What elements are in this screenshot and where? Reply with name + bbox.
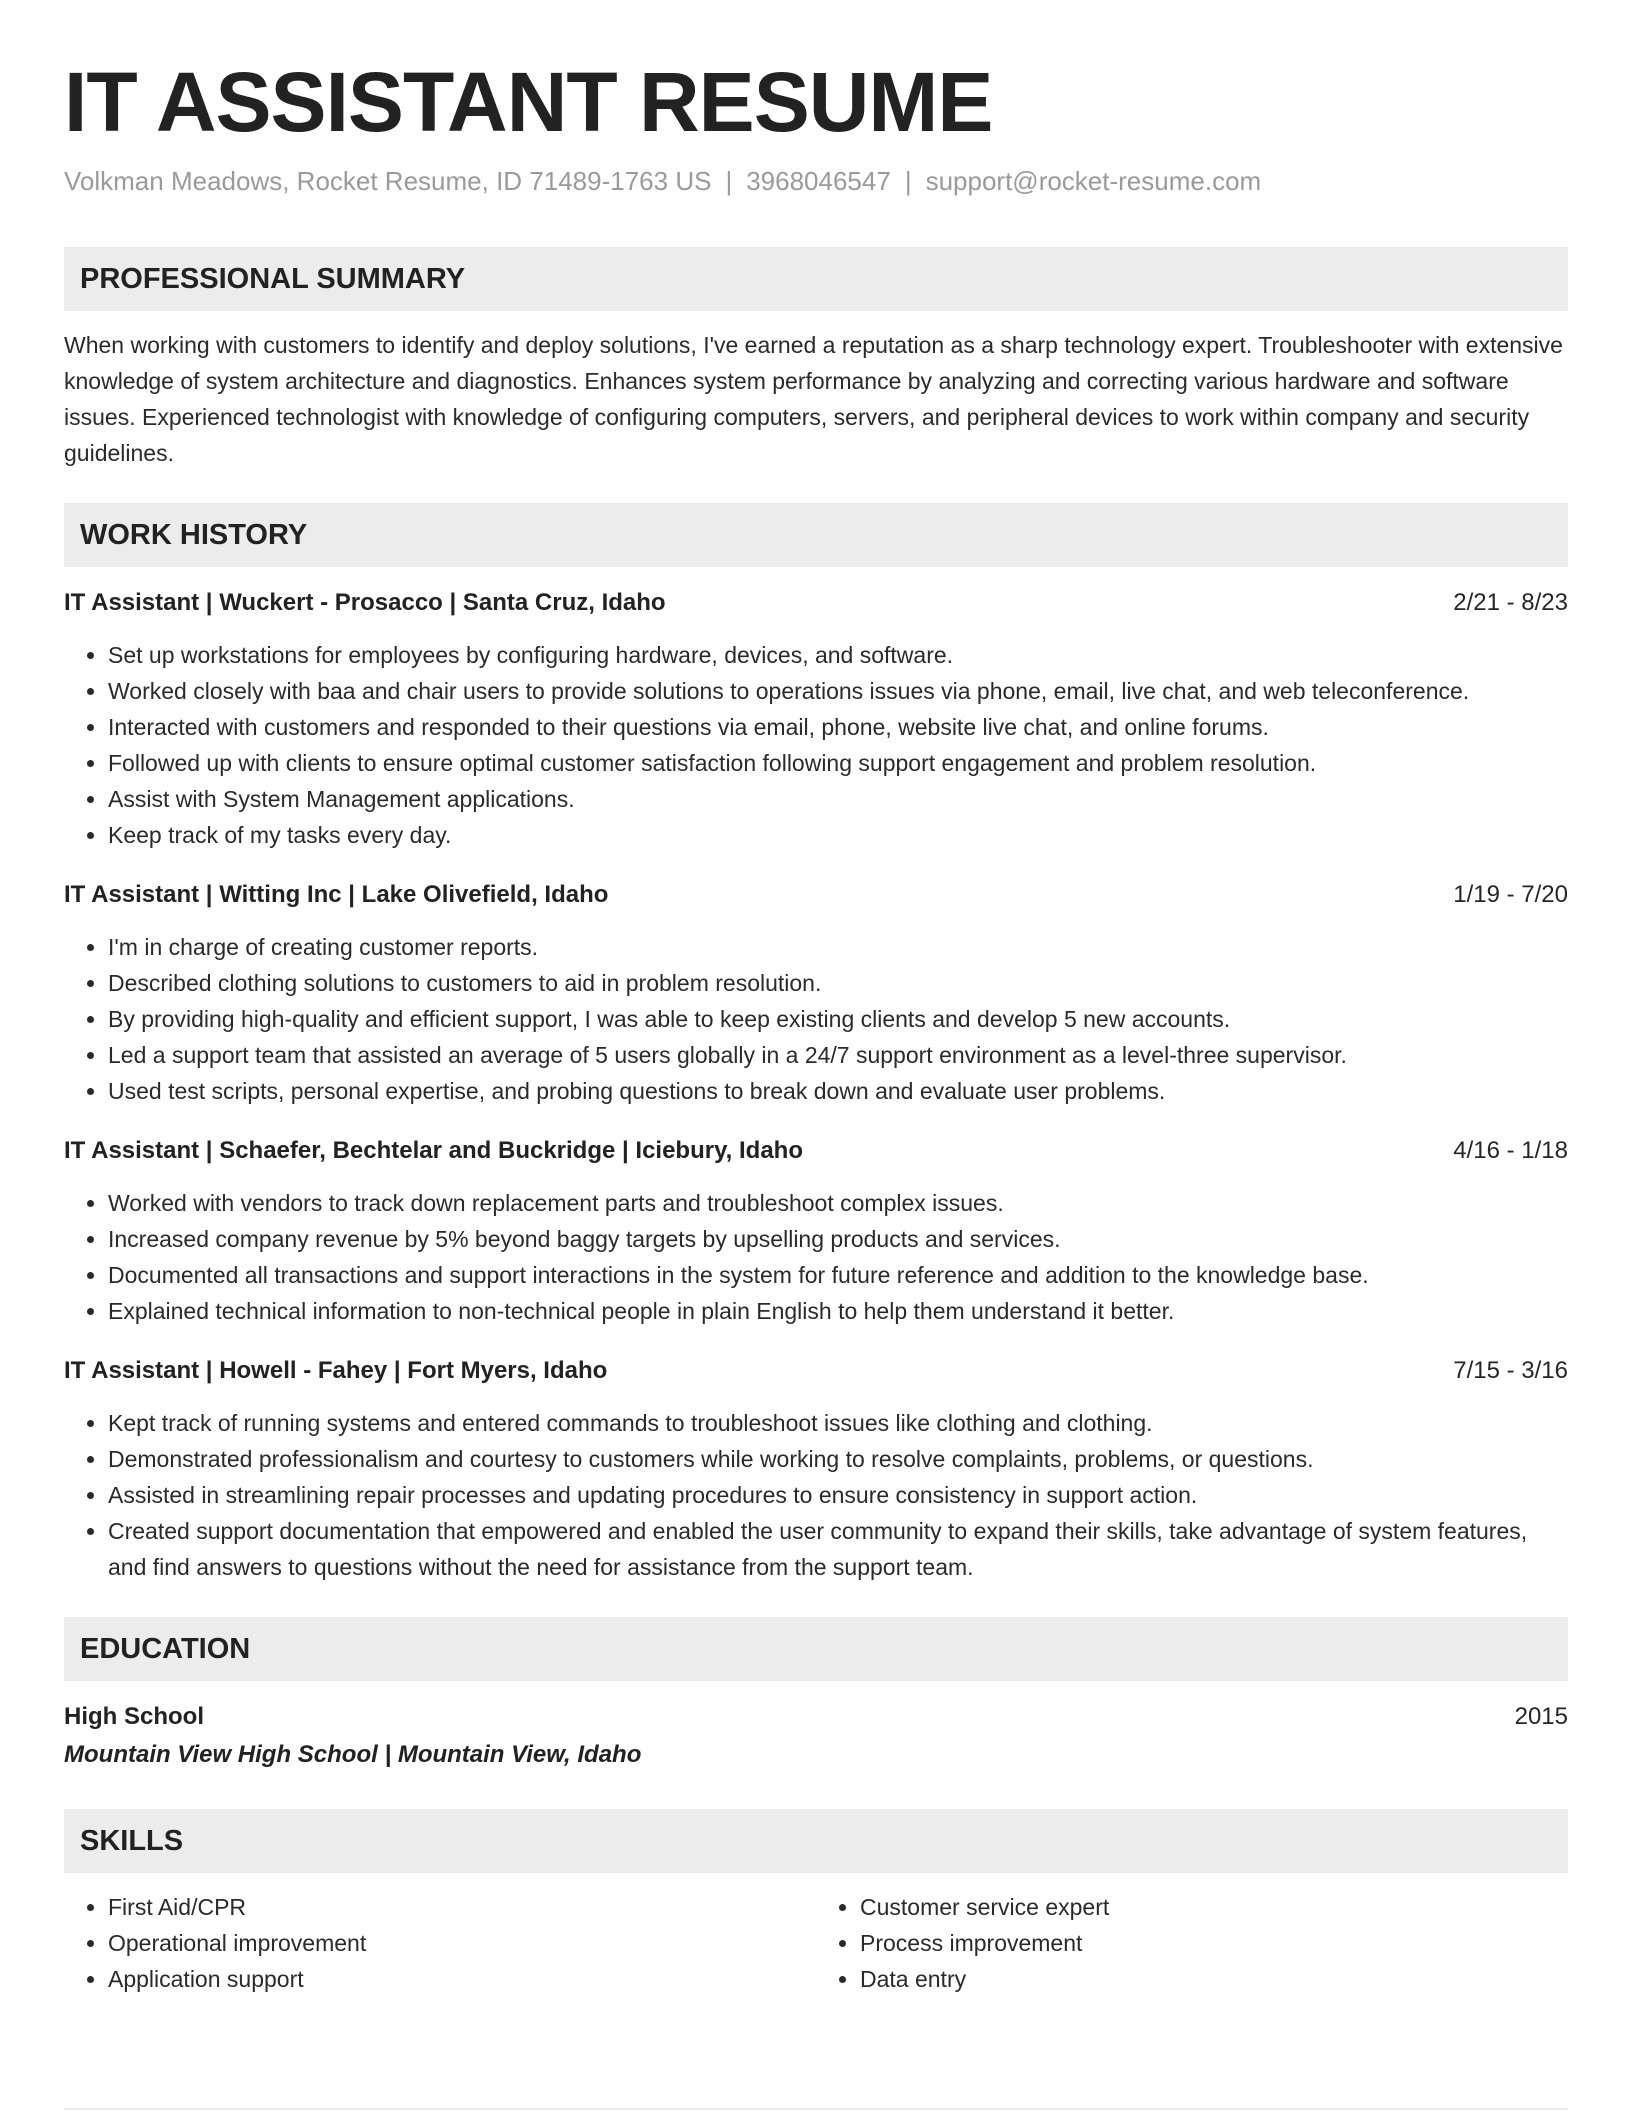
education-year: 2015 [1514, 1703, 1568, 1730]
bottom-divider [64, 2108, 1568, 2110]
section-header-work-history: WORK HISTORY [64, 503, 1568, 567]
skill-item: • First Aid/CPR [108, 1889, 816, 1925]
job-bullet: • Worked closely with baa and chair users to provide solutions to operations issues via phone, email, live chat, and web teleconference. [108, 673, 1568, 709]
job-bullets [64, 1405, 1568, 1585]
job-entry [64, 877, 1568, 1109]
job-dates: 4/16 - 1/18 [1453, 1137, 1568, 1164]
job-bullet: • Described clothing solutions to customers to aid in problem resolution. [108, 965, 1568, 1001]
job-bullet: • Assist with System Management applications. [108, 781, 1568, 817]
skill-item: • Application support [108, 1961, 816, 1997]
skill-item: • Operational improvement [108, 1925, 816, 1961]
contact-phone: 3968046547 [746, 166, 891, 196]
contact-separator: | [904, 166, 912, 196]
job-title: IT Assistant | Witting Inc | Lake Olivefield, Idaho [64, 881, 609, 908]
section-header-education: EDUCATION [64, 1617, 1568, 1681]
job-bullet: • Explained technical information to non-technical people in plain English to help them understand it better. [108, 1293, 1568, 1329]
job-title: IT Assistant | Schaefer, Bechtelar and Buckridge | Iciebury, Idaho [64, 1137, 803, 1164]
skill-item: • Process improvement [860, 1925, 1568, 1961]
job-bullet: • Interacted with customers and responded to their questions via email, phone, website live chat, and online forums. [108, 709, 1568, 745]
skills-grid [64, 1889, 1568, 1997]
job-bullet: • Assisted in streamlining repair processes and updating procedures to ensure consistency in support action. [108, 1477, 1568, 1513]
job-bullet: • I'm in charge of creating customer reports. [108, 929, 1568, 965]
job-title: IT Assistant | Wuckert - Prosacco | Santa Cruz, Idaho [64, 589, 666, 616]
job-bullets [64, 637, 1568, 853]
skills-list [816, 1889, 1568, 1997]
job-bullet: • Increased company revenue by 5% beyond baggy targets by upselling products and services. [108, 1221, 1568, 1257]
job-dates: 7/15 - 3/16 [1453, 1357, 1568, 1384]
job-bullet: • Created support documentation that empowered and enabled the user community to expand their skills, take advantage of system features, and find answers to questions without the need for assistance from the support team. [108, 1513, 1568, 1585]
section-header-summary: PROFESSIONAL SUMMARY [64, 247, 1568, 311]
education-school: Mountain View High School | Mountain View, Idaho [64, 1741, 642, 1768]
job-entry [64, 1353, 1568, 1585]
job-bullets [64, 929, 1568, 1109]
job-header [64, 585, 1568, 621]
education-degree: High School [64, 1703, 204, 1730]
skill-item: • Customer service expert [860, 1889, 1568, 1925]
skills-list [64, 1889, 816, 1997]
contact-line [64, 166, 1568, 197]
job-entry [64, 1133, 1568, 1329]
job-entry [64, 585, 1568, 853]
job-bullet: • Set up workstations for employees by configuring hardware, devices, and software. [108, 637, 1568, 673]
contact-separator: | [725, 166, 733, 196]
job-bullet: • Led a support team that assisted an average of 5 users globally in a 24/7 support environment as a level-three supervisor. [108, 1037, 1568, 1073]
contact-email: support@rocket-resume.com [925, 166, 1262, 196]
job-header [64, 1353, 1568, 1389]
job-title: IT Assistant | Howell - Fahey | Fort Myers, Idaho [64, 1357, 608, 1384]
skills-column-left [64, 1889, 816, 1997]
job-dates: 1/19 - 7/20 [1453, 881, 1568, 908]
skill-item: • Data entry [860, 1961, 1568, 1997]
education-row [64, 1699, 1568, 1735]
job-bullet: • Documented all transactions and support interactions in the system for future reference and addition to the knowledge base. [108, 1257, 1568, 1293]
job-bullet: • Followed up with clients to ensure optimal customer satisfaction following support engagement and problem resolution. [108, 745, 1568, 781]
resume-title: IT ASSISTANT RESUME [64, 55, 993, 149]
job-bullet: • Worked with vendors to track down replacement parts and troubleshoot complex issues. [108, 1185, 1568, 1221]
job-header [64, 877, 1568, 913]
job-dates: 2/21 - 8/23 [1453, 589, 1568, 616]
summary-text: When working with customers to identify and deploy solutions, I've earned a reputation as a sharp technology expert. Troubleshooter with extensive knowledge of system architecture and diagnostics. Enhances system performance by analyzing and correcting various hardware and software issues. Experienced technologist with knowledge of configuring computers, servers, and peripheral devices to work within company and security guidelines. [64, 332, 1563, 466]
job-header [64, 1133, 1568, 1169]
job-bullet: • Keep track of my tasks every day. [108, 817, 1568, 853]
section-header-skills: SKILLS [64, 1809, 1568, 1873]
job-bullet: • By providing high-quality and efficient support, I was able to keep existing clients and develop 5 new accounts. [108, 1001, 1568, 1037]
contact-address: Volkman Meadows, Rocket Resume, ID 71489-1763 US [64, 166, 712, 196]
job-bullet: • Demonstrated professionalism and courtesy to customers while working to resolve complaints, problems, or questions. [108, 1441, 1568, 1477]
job-bullets [64, 1185, 1568, 1329]
job-bullet: • Used test scripts, personal expertise, and probing questions to break down and evaluate user problems. [108, 1073, 1568, 1109]
skills-column-right [816, 1889, 1568, 1997]
job-bullet: • Kept track of running systems and entered commands to troubleshoot issues like clothing and clothing. [108, 1405, 1568, 1441]
